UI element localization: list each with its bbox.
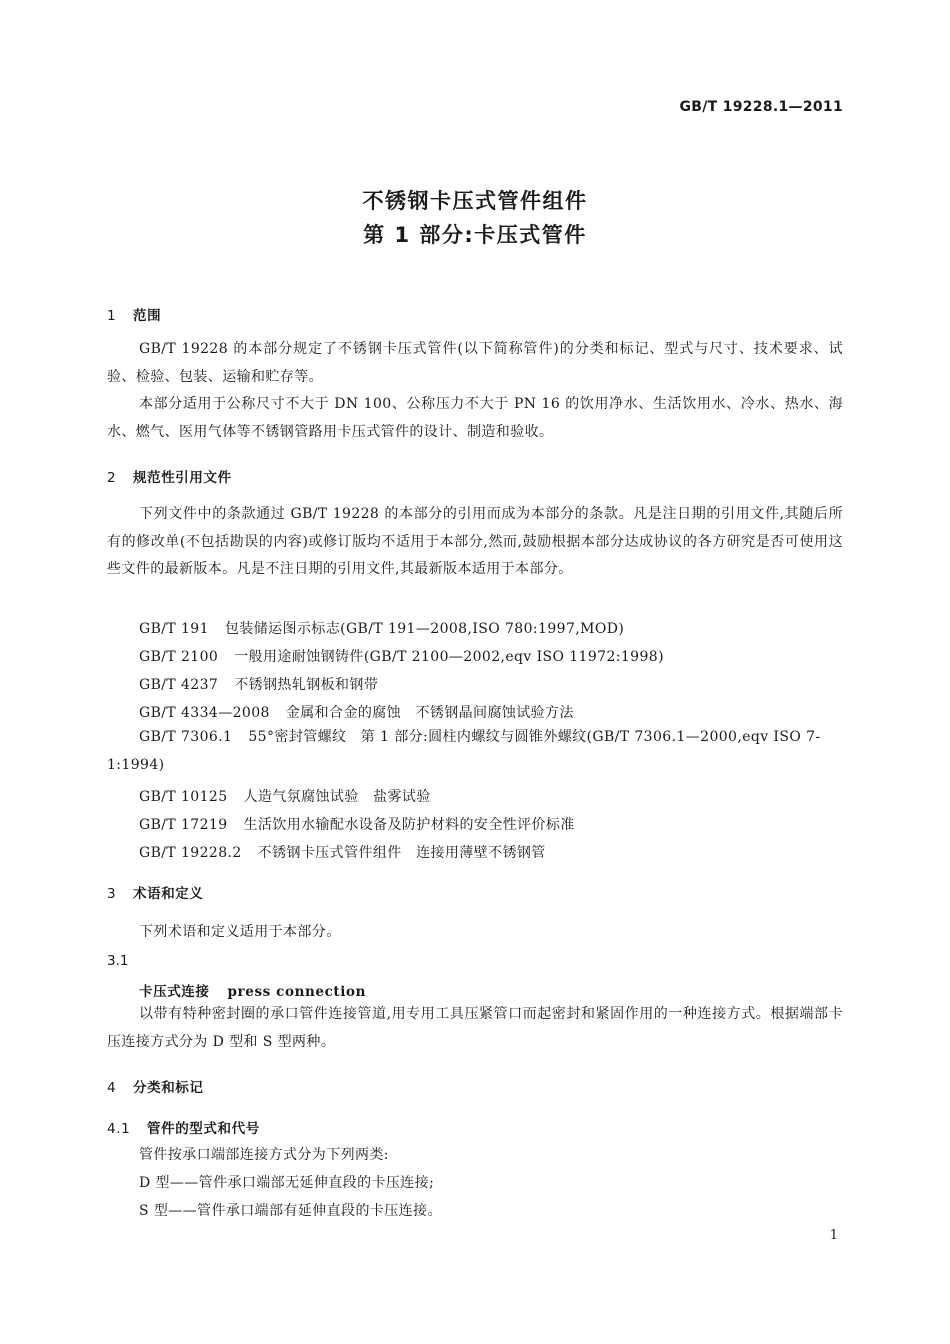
term-english: press connection bbox=[227, 984, 366, 1000]
reference-title: 金属和合金的腐蚀 不锈钢晶间腐蚀试验方法 bbox=[285, 705, 574, 721]
section-title: 分类和标记 bbox=[133, 1080, 204, 1096]
section-4-line-3: S 型——管件承口端部有延伸直段的卡压连接。 bbox=[139, 1203, 442, 1219]
subsection-number: 3.1 bbox=[107, 953, 129, 969]
reference-code: GB/T 191 bbox=[139, 621, 209, 637]
reference-code: GB/T 4237 bbox=[139, 677, 219, 693]
section-number: 2 bbox=[107, 470, 117, 486]
subsection-number: 4.1 bbox=[107, 1121, 131, 1137]
reference-code: GB/T 17219 bbox=[139, 817, 228, 833]
reference-title: 一般用途耐蚀钢铸件(GB/T 2100—2002,eqv ISO 11972:1998) bbox=[234, 649, 664, 665]
standard-number: GB/T 19228.1—2011 bbox=[679, 99, 843, 115]
reference-code: GB/T 2100 bbox=[139, 649, 219, 665]
section-3-intro: 下列术语和定义适用于本部分。 bbox=[139, 924, 341, 940]
reference-title: 生活饮用水输配水设备及防护材料的安全性评价标准 bbox=[243, 817, 575, 833]
section-4-line-1: 管件按承口端部连接方式分为下列两类: bbox=[139, 1147, 389, 1163]
reference-title: 不锈钢热轧钢板和钢带 bbox=[234, 677, 379, 693]
section-1-paragraph-2: 本部分适用于公称尺寸不大于 DN 100、公称压力不大于 PN 16 的饮用净水、生活饮用水、冷水、热水、海水、燃气、医用气体等不锈钢管路用卡压式管件的设计、制造和验收。 bbox=[107, 396, 843, 440]
normative-reference bbox=[139, 814, 843, 834]
normative-reference bbox=[107, 724, 843, 779]
section-4-heading bbox=[107, 1076, 204, 1096]
normative-reference bbox=[139, 786, 843, 806]
page-number: 1 bbox=[829, 1228, 838, 1243]
section-title: 术语和定义 bbox=[133, 886, 204, 902]
normative-reference bbox=[139, 646, 843, 666]
term-entry bbox=[139, 980, 366, 1000]
normative-reference bbox=[139, 674, 843, 694]
reference-title: 不锈钢卡压式管件组件 连接用薄壁不锈钢管 bbox=[257, 845, 546, 861]
reference-code: GB/T 4334—2008 bbox=[139, 705, 270, 721]
section-2-heading bbox=[107, 466, 232, 486]
reference-title: 包装储运图示标志(GB/T 191—2008,ISO 780:1997,MOD) bbox=[224, 621, 625, 637]
reference-code: GB/T 19228.2 bbox=[139, 845, 242, 861]
reference-code: GB/T 7306.1 bbox=[139, 729, 233, 745]
normative-reference bbox=[139, 618, 843, 638]
section-4-line-2: D 型——管件承口端部无延伸直段的卡压连接; bbox=[139, 1175, 435, 1191]
section-number: 3 bbox=[107, 886, 117, 902]
section-number: 4 bbox=[107, 1080, 117, 1096]
section-3-heading bbox=[107, 882, 204, 902]
section-number: 1 bbox=[107, 308, 117, 324]
term-definition: 以带有特种密封圈的承口管件连接管道,用专用工具压紧管口而起密封和紧固作用的一种连接方式。根据端部卡压连接方式分为 D 型和 S 型两种。 bbox=[107, 1006, 843, 1050]
normative-reference bbox=[139, 702, 843, 722]
document-title-line2: 第 1 部分:卡压式管件 bbox=[363, 223, 587, 247]
section-title: 规范性引用文件 bbox=[133, 470, 232, 486]
reference-title: 55°密封管螺纹 第 1 部分:圆柱内螺纹与圆锥外螺纹(GB/T 7306.1—2000,eqv ISO 7-1:1994) bbox=[107, 729, 821, 773]
normative-reference bbox=[139, 842, 843, 862]
subsection-4-1-heading bbox=[107, 1117, 260, 1137]
section-2-paragraph-1: 下列文件中的条款通过 GB/T 19228 的本部分的引用而成为本部分的条款。凡是注日期的引用文件,其随后所有的修改单(不包括勘误的内容)或修订版均不适用于本部分,然而,鼓励根据本部分达成协议的各方研究是否可使用这些文件的最新版本。凡是不注日期的引用文件,其最新版本适用于本部分。 bbox=[107, 506, 843, 577]
section-title: 范围 bbox=[133, 308, 162, 324]
document-title-line1: 不锈钢卡压式管件组件 bbox=[362, 189, 588, 213]
subsection-title: 管件的型式和代号 bbox=[147, 1121, 260, 1137]
section-1-paragraph-1: GB/T 19228 的本部分规定了不锈钢卡压式管件(以下简称管件)的分类和标记、型式与尺寸、技术要求、试验、检验、包装、运输和贮存等。 bbox=[107, 341, 843, 385]
section-1-heading bbox=[107, 304, 161, 324]
reference-code: GB/T 10125 bbox=[139, 789, 228, 805]
reference-title: 人造气氛腐蚀试验 盐雾试验 bbox=[243, 789, 431, 805]
term-chinese: 卡压式连接 bbox=[139, 984, 210, 1000]
